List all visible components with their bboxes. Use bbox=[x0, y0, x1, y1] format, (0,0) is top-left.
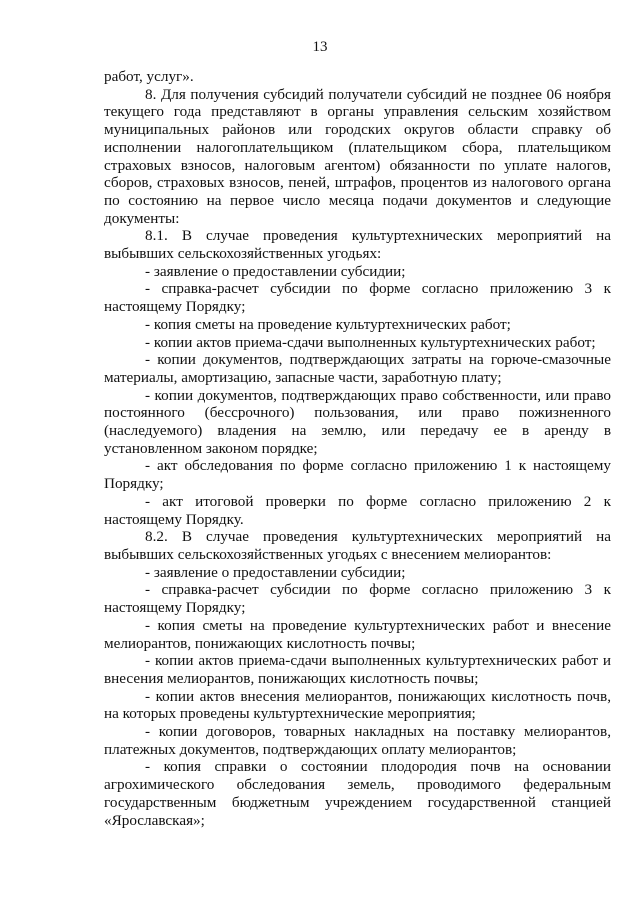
list-item: - копии актов приема-сдачи выполненных культуртехнических работ и внесения мелиорантов, понижающих кислотность почвы; bbox=[104, 652, 611, 687]
page-number: 13 bbox=[312, 39, 328, 55]
paragraph: 8. Для получения субсидий получатели субсидий не позднее 06 ноября текущего года представляют в органы управления сельским хозяйством муниципальных районов или городских округов области справку об исполнении налогоплательщиком (плательщиком сбора, плательщиком страховых взносов, налоговым агентом) обязанности по уплате налогов, сборов, страховых взносов, пеней, штрафов, процентов из налогового органа по состоянию на первое число месяца подачи документов и следующие документы: bbox=[104, 85, 611, 227]
list-item: - заявление о предоставлении субсидии; bbox=[145, 563, 406, 581]
list-item: - копия сметы на проведение культуртехнических работ и внесение мелиорантов, понижающих кислотность почвы; bbox=[104, 616, 611, 652]
list-item: - справка-расчет субсидии по форме согласно приложению 3 к настоящему Порядку; bbox=[104, 581, 611, 617]
list-item: - копии документов, подтверждающих право собственности, или право постоянного (бессрочного) пользования, или право пожизненного (наследуемого) владения на землю, или передачу ее в аренду в установленном законом порядке; bbox=[104, 386, 611, 457]
section-heading-8-1: 8.1. В случае проведения культуртехнических мероприятий на выбывших сельскохозяйственных угодьях: bbox=[104, 227, 611, 263]
list-item: - копии актов внесения мелиорантов, понижающих кислотность почв, на которых проведены культуртехнические мероприятия; bbox=[104, 687, 611, 723]
list-item: - копии актов приема-сдачи выполненных культуртехнических работ; bbox=[145, 333, 596, 351]
list-item: - копия сметы на проведение культуртехнических работ; bbox=[145, 315, 511, 333]
list-item: - копии договоров, товарных накладных на поставку мелиорантов, платежных документов, подтверждающих оплату мелиорантов; bbox=[104, 723, 611, 758]
list-item: - справка-расчет субсидии по форме согласно приложению 3 к настоящему Порядку; bbox=[104, 280, 611, 316]
document-body bbox=[104, 68, 611, 829]
list-item: - заявление о предоставлении субсидии; bbox=[145, 262, 406, 280]
list-item: - копия справки о состоянии плодородия почв на основании агрохимического обследования земель, проводимого федеральным государственным бюджетным учреждением государственной станцией «Ярославская»; bbox=[104, 758, 611, 829]
list-item: - копии документов, подтверждающих затраты на горюче-смазочные материалы, амортизацию, запасные части, заработную плату; bbox=[104, 351, 611, 386]
paragraph: работ, услуг». bbox=[104, 68, 194, 85]
section-heading-8-2: 8.2. В случае проведения культуртехнических мероприятий на выбывших сельскохозяйственных угодьях с внесением мелиорантов: bbox=[104, 528, 611, 563]
list-item: - акт обследования по форме согласно приложению 1 к настоящему Порядку; bbox=[104, 457, 611, 493]
list-item: - акт итоговой проверки по форме согласно приложению 2 к настоящему Порядку. bbox=[104, 492, 611, 528]
